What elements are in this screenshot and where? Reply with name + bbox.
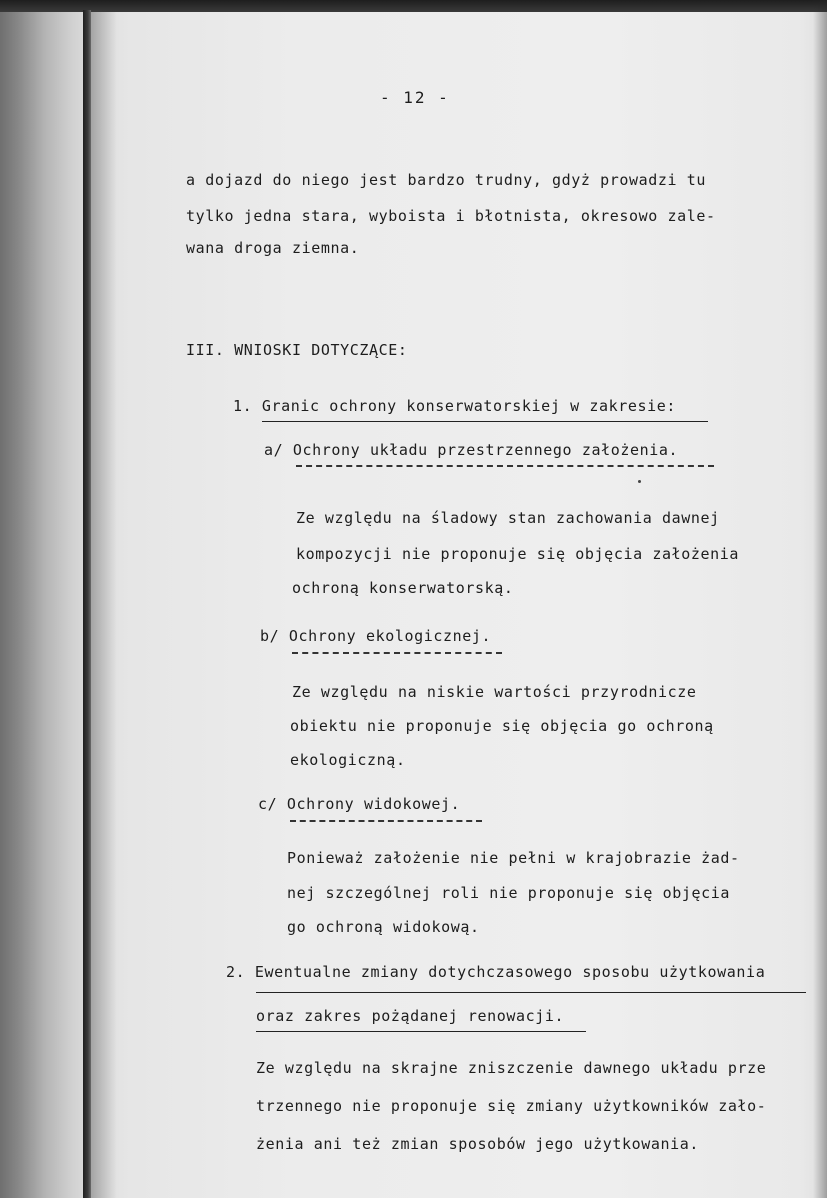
binding-shadow — [91, 10, 117, 1198]
scan-top-edge — [0, 0, 827, 12]
point-1c-underline — [290, 820, 482, 822]
point-2-line-2: trzennego nie proponuje się zmiany użytkowników zało- — [256, 1097, 767, 1115]
point-1b-underline — [292, 652, 502, 654]
point-1a-underline — [296, 465, 714, 467]
point-2-underline-1 — [256, 992, 806, 993]
point-1a-title: a/ Ochrony układu przestrzennego założenia. — [264, 441, 679, 459]
intro-line-2: tylko jedna stara, wyboista i błotnista, okresowo zale- — [186, 207, 716, 225]
point-1-title: 1. Granic ochrony konserwatorskiej w zakresie: — [233, 397, 677, 415]
point-1b-line-2: obiektu nie proponuje się objęcia go ochroną — [290, 717, 714, 735]
point-1c-line-3: go ochroną widokową. — [287, 918, 480, 936]
point-1a-line-3: ochroną konserwatorską. — [292, 579, 514, 597]
point-1c-title: c/ Ochrony widokowej. — [258, 795, 461, 813]
point-1a-line-2: kompozycji nie proponuje się objęcia założenia — [296, 545, 740, 563]
point-2-underline-2 — [256, 1031, 586, 1032]
point-2-line-3: żenia ani też zmian sposobów jego użytkowania. — [256, 1135, 700, 1153]
point-1c-line-2: nej szczególnej roli nie proponuje się objęcia — [287, 884, 731, 902]
point-2-line-1: Ze względu na skrajne zniszczenie dawnego układu prze — [256, 1059, 767, 1077]
point-2-title-line-2: oraz zakres pożądanej renowacji. — [256, 1007, 565, 1025]
point-1a-line-1: Ze względu na śladowy stan zachowania dawnej — [296, 509, 720, 527]
point-1-underline — [262, 421, 708, 422]
intro-line-3: wana droga ziemna. — [186, 239, 360, 257]
scan-right-edge — [813, 0, 827, 1198]
intro-line-1: a dojazd do niego jest bardzo trudny, gdyż prowadzi tu — [186, 171, 707, 189]
point-1b-line-3: ekologiczną. — [290, 751, 406, 769]
page-number: - 12 - — [380, 88, 450, 107]
section-heading: III. WNIOSKI DOTYCZĄCE: — [186, 341, 408, 359]
point-1c-line-1: Ponieważ założenie nie pełni w krajobrazie żad- — [287, 849, 740, 867]
point-1b-line-1: Ze względu na niskie wartości przyrodnicze — [292, 683, 697, 701]
point-2-title-line-1: 2. Ewentualne zmiany dotychczasowego sposobu użytkowania — [226, 963, 766, 981]
ink-dot — [638, 480, 641, 483]
page-binding-edge — [83, 10, 91, 1198]
point-1b-title: b/ Ochrony ekologicznej. — [260, 627, 492, 645]
